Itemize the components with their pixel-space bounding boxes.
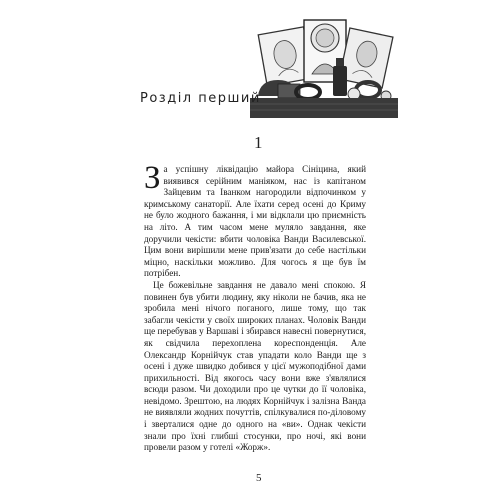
paragraph-text: а успішну ліквідацію майора Сініцина, який виявився серійним маніяком, нас із капітаном Зайцевим та Іванком нагородили відпочинком у кримському санаторії. Але їхати серед осені до Криму не було жодного бажання, і ми відклали цю приємність на літо. А тим часом мене муляло завдання, яке доручили чекісти: вбити чоловіка Ванди Василевської. Цим вони вирішили мене прив'язати до себе настільки міцно, наскільки можливо. Для чогось я ще був їм потрібен. [144, 164, 366, 279]
body-text [144, 160, 366, 454]
drop-cap: З [144, 160, 161, 196]
paragraph: Це божевільне завдання не давало мені спокою. Я повинен був убити людину, яку ніколи не бачив, яка не зробила мені нічого поганого, лише тому, що так забагли чекісти у своїх широких планах. Чоловік Ванди ще перебував у Варшаві і збирався навесні повернутися, як свідчила перехоплена кореспонденція. Але Олександр Корнійчук став упадати коло Ванди ще з осені і дуже швидко добився у цієї мужоподібної дами прихильності. Від якогось часу вони вже з'являлися всюди разом. Чи доходили про це чутки до її чоловіка, невідомо. Зрештою, на людях Корнійчук і залізна Ванда не виявляли жодних почуттів, спілкувалися по-діловому і зверталися одне до одного на «ви». Однак чекісти знали про їхні глибші стосунки, про ночі, які вони провели разом у готелі «Жорж». [144, 279, 366, 453]
chapter-number: 1 [254, 133, 263, 152]
still-life-illustration [248, 14, 400, 124]
page-number: 5 [256, 472, 262, 484]
paragraph [144, 160, 366, 280]
chapter-title: Розділ перший [140, 91, 261, 106]
